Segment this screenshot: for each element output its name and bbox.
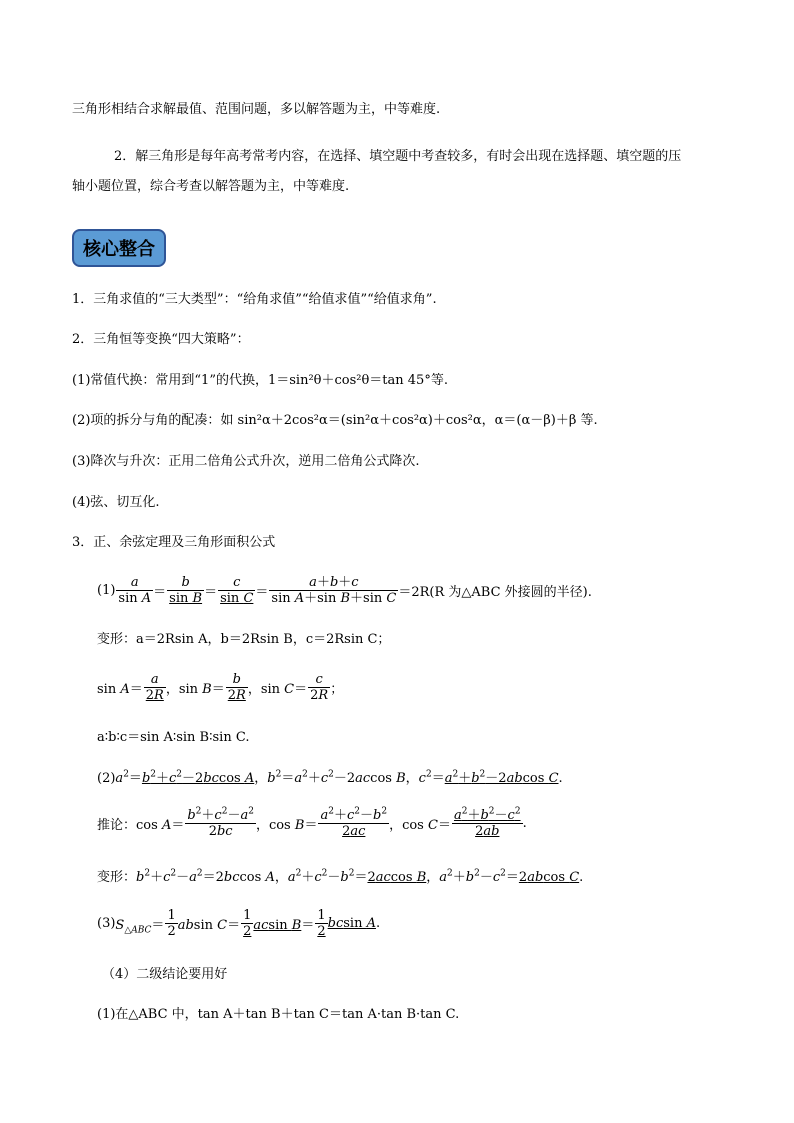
item-2: 2．三角恒等变换“四大策略”： <box>72 332 250 347</box>
fraction-cosB: $\frac{a^2+c^2-b^2}{2ac}$ <box>320 806 388 839</box>
variant-line <box>97 630 390 650</box>
item-4-1: (1)在△ABC 中，tan A＋tan B＋tan C＝tan A·tan B·tan C. <box>97 1007 460 1022</box>
variant2-line: 变形：$b^2+c^2-a^2=2bccos$ A，$a^2+c^2-b^2=2accos$ B，$a^2+b^2-c^2=2abcos$ C. <box>97 868 584 885</box>
law-of-cosines: $(2)a^2=b^2+c^2-2bccos$ A，$b^2=a^2+c^2-2accos$ B，$c^2=a^2+b^2-2abcos$ C. <box>97 769 563 786</box>
fraction-a-2R: $\frac{a}{2R}$ <box>145 672 164 703</box>
fraction-b-sinB: $\frac{b}{\text{sin B}}$ <box>169 575 203 606</box>
intro-line-2: 2．解三角形是每年高考常考内容，在选择、填空题中考查较多，有时会出现在选择题、填空题的压 <box>114 149 682 164</box>
item-2-4: (4)弦、切互化. <box>72 495 160 510</box>
fraction-half-3: $\frac{1}{2}$ <box>317 908 326 939</box>
intro-line-3: 轴小题位置，综合考查以解答题为主，中等难度. <box>72 179 350 194</box>
item-2-2: (2)项的拆分与角的配凑：如 sin²α＋2cos²α＝(sin²α＋cos²α)＋cos²α，α＝(α－β)＋β 等. <box>72 413 598 428</box>
fraction-half-2: $\frac{1}{2}$ <box>243 908 252 939</box>
intro-line-1: 三角形相结合求解最值、范围问题，多以解答题为主，中等难度. <box>72 102 441 117</box>
fraction-half-1: $\frac{1}{2}$ <box>167 908 176 939</box>
inference-line: 推论： cos A＝ $\frac{b^2+c^2-a^2}{2bc}$ ，cos B＝ $\frac{a^2+c^2-b^2}{2ac}$ ，cos C＝ $\frac{a^2+b^2-c^2}{2ab}$ . <box>97 806 527 839</box>
fraction-c-sinC: $\frac{c}{\text{sin C}}$ <box>220 575 254 606</box>
law-sines-prefix: (1) <box>97 583 116 598</box>
ratio-line: a∶b∶c＝sin A∶sin B∶sin C. <box>97 730 250 745</box>
item-4-title: （4）二级结论要用好 <box>102 967 228 982</box>
variant2-label: 变形： <box>97 870 137 885</box>
item-3: 3．正、余弦定理及三角形面积公式 <box>72 535 276 550</box>
variant-label: 变形： <box>97 632 137 647</box>
fraction-cosC: $\frac{a^2+b^2-c^2}{2ab}$ <box>453 806 521 839</box>
law-sines-suffix: ＝2R(R 为△ABC 外接圆的半径). <box>398 585 592 600</box>
item-2-1: (1)常值代换：常用到“1”的代换，1＝sin²θ＋cos²θ＝tan 45°等. <box>72 373 448 388</box>
section-badge: 核心整合 <box>72 229 166 267</box>
item-1: 1．三角求值的“三大类型”：“给角求值”“给值求值”“给值求角”. <box>72 292 437 307</box>
area-prefix: (3) <box>97 916 116 931</box>
law-cos-prefix: (2) <box>97 771 116 786</box>
fraction-a-sinA: $\frac{a}{\text{sin A}}$ <box>118 575 152 606</box>
sine-ratio-line: sin A＝ $\frac{a}{2R}$ ，sin B＝ $\frac{b}{2R}$ ，sin C＝ $\frac{c}{2R}$ ； <box>97 672 344 703</box>
fraction-cosA: $\frac{b^2+c^2-a^2}{2bc}$ <box>187 806 254 839</box>
variant-text: a＝2Rsin A，b＝2Rsin B，c＝2Rsin C； <box>136 632 391 647</box>
fraction-b-2R: $\frac{b}{2R}$ <box>227 672 246 703</box>
area-formula: (3) $S_{\triangle ABC}=$ $\frac{1}{2}$ absin C＝ $\frac{1}{2}$ acsin B＝ $\frac{1}{2}$ bcsin A. <box>97 908 381 939</box>
fraction-sum: $\frac{a+b+c}{\text{sin A＋sin B＋sin C}}$ <box>271 575 397 606</box>
item-2-3: (3)降次与升次：正用二倍角公式升次，逆用二倍角公式降次. <box>72 454 420 469</box>
law-of-sines: (1) $\frac{a}{\text{sin A}}$ ＝ $\frac{b}{\text{sin B}}$ ＝ $\frac{c}{\text{sin C}}$ ＝ $\frac{a+b+c}{\text{sin A＋sin B＋sin C}}$ ＝2R(R 为△ABC 外接圆的半径). <box>97 575 592 606</box>
fraction-c-2R: $\frac{c}{2R}$ <box>310 672 329 703</box>
inference-label: 推论： <box>97 818 137 833</box>
